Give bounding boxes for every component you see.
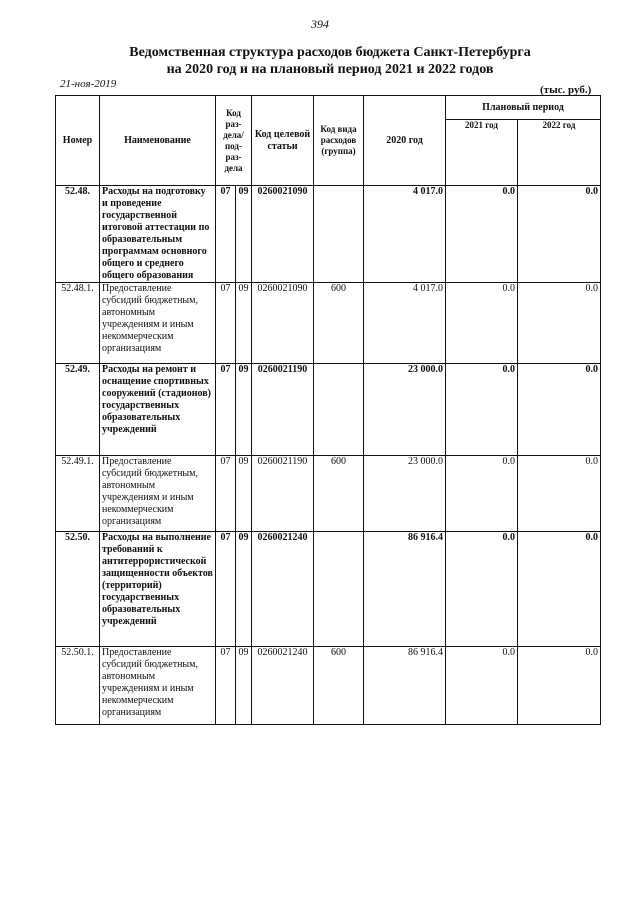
- row-subsection: 09: [236, 647, 252, 725]
- table-row: [56, 647, 601, 725]
- row-target-code: 0260021190: [252, 364, 314, 456]
- row-value-2020: 23 000.0: [364, 364, 446, 456]
- row-value-2020: 4 017.0: [364, 283, 446, 364]
- header-planned-period: Плановый период: [446, 96, 601, 120]
- document-date: 21-ноя-2019: [60, 78, 117, 90]
- row-name: Предоставление субсидий бюджетным, автономным учреждениям и иным некоммерческим организациям: [100, 647, 216, 725]
- row-number: 52.48.1.: [56, 283, 100, 364]
- row-value-2022: 0.0: [518, 283, 601, 364]
- row-value-2021: 0.0: [446, 532, 518, 647]
- header-target-code: Код целевой статьи: [252, 96, 314, 186]
- row-number: 52.49.1.: [56, 456, 100, 532]
- page-number: 394: [311, 17, 329, 31]
- row-value-2021: 0.0: [446, 456, 518, 532]
- row-name: Расходы на ремонт и оснащение спортивных сооружений (стадионов) государственных образовательных учреждений: [100, 364, 216, 456]
- row-expense-type: 600: [314, 456, 364, 532]
- row-name: Расходы на подготовку и проведение государственной итоговой аттестации по образовательным программам основного общего и среднего общего образования: [100, 186, 216, 283]
- row-expense-type: [314, 532, 364, 647]
- row-value-2022: 0.0: [518, 456, 601, 532]
- row-subsection: 09: [236, 186, 252, 283]
- row-value-2020: 4 017.0: [364, 186, 446, 283]
- table-body: [56, 186, 601, 725]
- page-title: [60, 44, 600, 78]
- title-line-2: на 2020 год и на плановый период 2021 и 2022 годов: [166, 62, 494, 77]
- row-value-2020: 23 000.0: [364, 456, 446, 532]
- header-name: Наименование: [100, 96, 216, 186]
- row-section: 07: [216, 532, 236, 647]
- row-target-code: 0260021190: [252, 456, 314, 532]
- table-row: [56, 283, 601, 364]
- table-row: [56, 456, 601, 532]
- row-subsection: 09: [236, 532, 252, 647]
- row-target-code: 0260021090: [252, 186, 314, 283]
- row-subsection: 09: [236, 283, 252, 364]
- row-expense-type: [314, 364, 364, 456]
- row-value-2021: 0.0: [446, 647, 518, 725]
- header-section-code: Код раз- дела/ под- раз- дела: [216, 96, 252, 186]
- row-expense-type: 600: [314, 647, 364, 725]
- row-value-2022: 0.0: [518, 364, 601, 456]
- row-expense-type: 600: [314, 283, 364, 364]
- row-number: 52.49.: [56, 364, 100, 456]
- title-line-1: Ведомственная структура расходов бюджета Санкт-Петербурга: [129, 45, 531, 60]
- row-value-2021: 0.0: [446, 186, 518, 283]
- row-value-2020: 86 916.4: [364, 532, 446, 647]
- row-target-code: 0260021240: [252, 647, 314, 725]
- row-value-2020: 86 916.4: [364, 647, 446, 725]
- row-subsection: 09: [236, 456, 252, 532]
- row-subsection: 09: [236, 364, 252, 456]
- header-year-2020: 2020 год: [364, 96, 446, 186]
- header-year-2022: 2022 год: [518, 120, 601, 186]
- row-number: 52.48.: [56, 186, 100, 283]
- header-year-2021: 2021 год: [446, 120, 518, 186]
- row-value-2021: 0.0: [446, 364, 518, 456]
- row-target-code: 0260021240: [252, 532, 314, 647]
- row-section: 07: [216, 456, 236, 532]
- row-section: 07: [216, 364, 236, 456]
- row-target-code: 0260021090: [252, 283, 314, 364]
- row-value-2022: 0.0: [518, 186, 601, 283]
- table-row: [56, 186, 601, 283]
- row-value-2021: 0.0: [446, 283, 518, 364]
- row-section: 07: [216, 283, 236, 364]
- row-name: Расходы на выполнение требований к антитеррористической защищенности объектов (территорий) государственных образовательных учреждений: [100, 532, 216, 647]
- row-value-2022: 0.0: [518, 647, 601, 725]
- table-row: [56, 364, 601, 456]
- row-name: Предоставление субсидий бюджетным, автономным учреждениям и иным некоммерческим организациям: [100, 456, 216, 532]
- row-number: 52.50.: [56, 532, 100, 647]
- budget-table: [55, 95, 601, 725]
- table-row: [56, 532, 601, 647]
- row-section: 07: [216, 647, 236, 725]
- units-label: (тыс. руб.): [540, 84, 592, 96]
- row-number: 52.50.1.: [56, 647, 100, 725]
- header-number: Номер: [56, 96, 100, 186]
- row-expense-type: [314, 186, 364, 283]
- row-section: 07: [216, 186, 236, 283]
- row-name: Предоставление субсидий бюджетным, автономным учреждениям и иным некоммерческим организациям: [100, 283, 216, 364]
- row-value-2022: 0.0: [518, 532, 601, 647]
- header-expense-type-code: Код вида расходов (группа): [314, 96, 364, 186]
